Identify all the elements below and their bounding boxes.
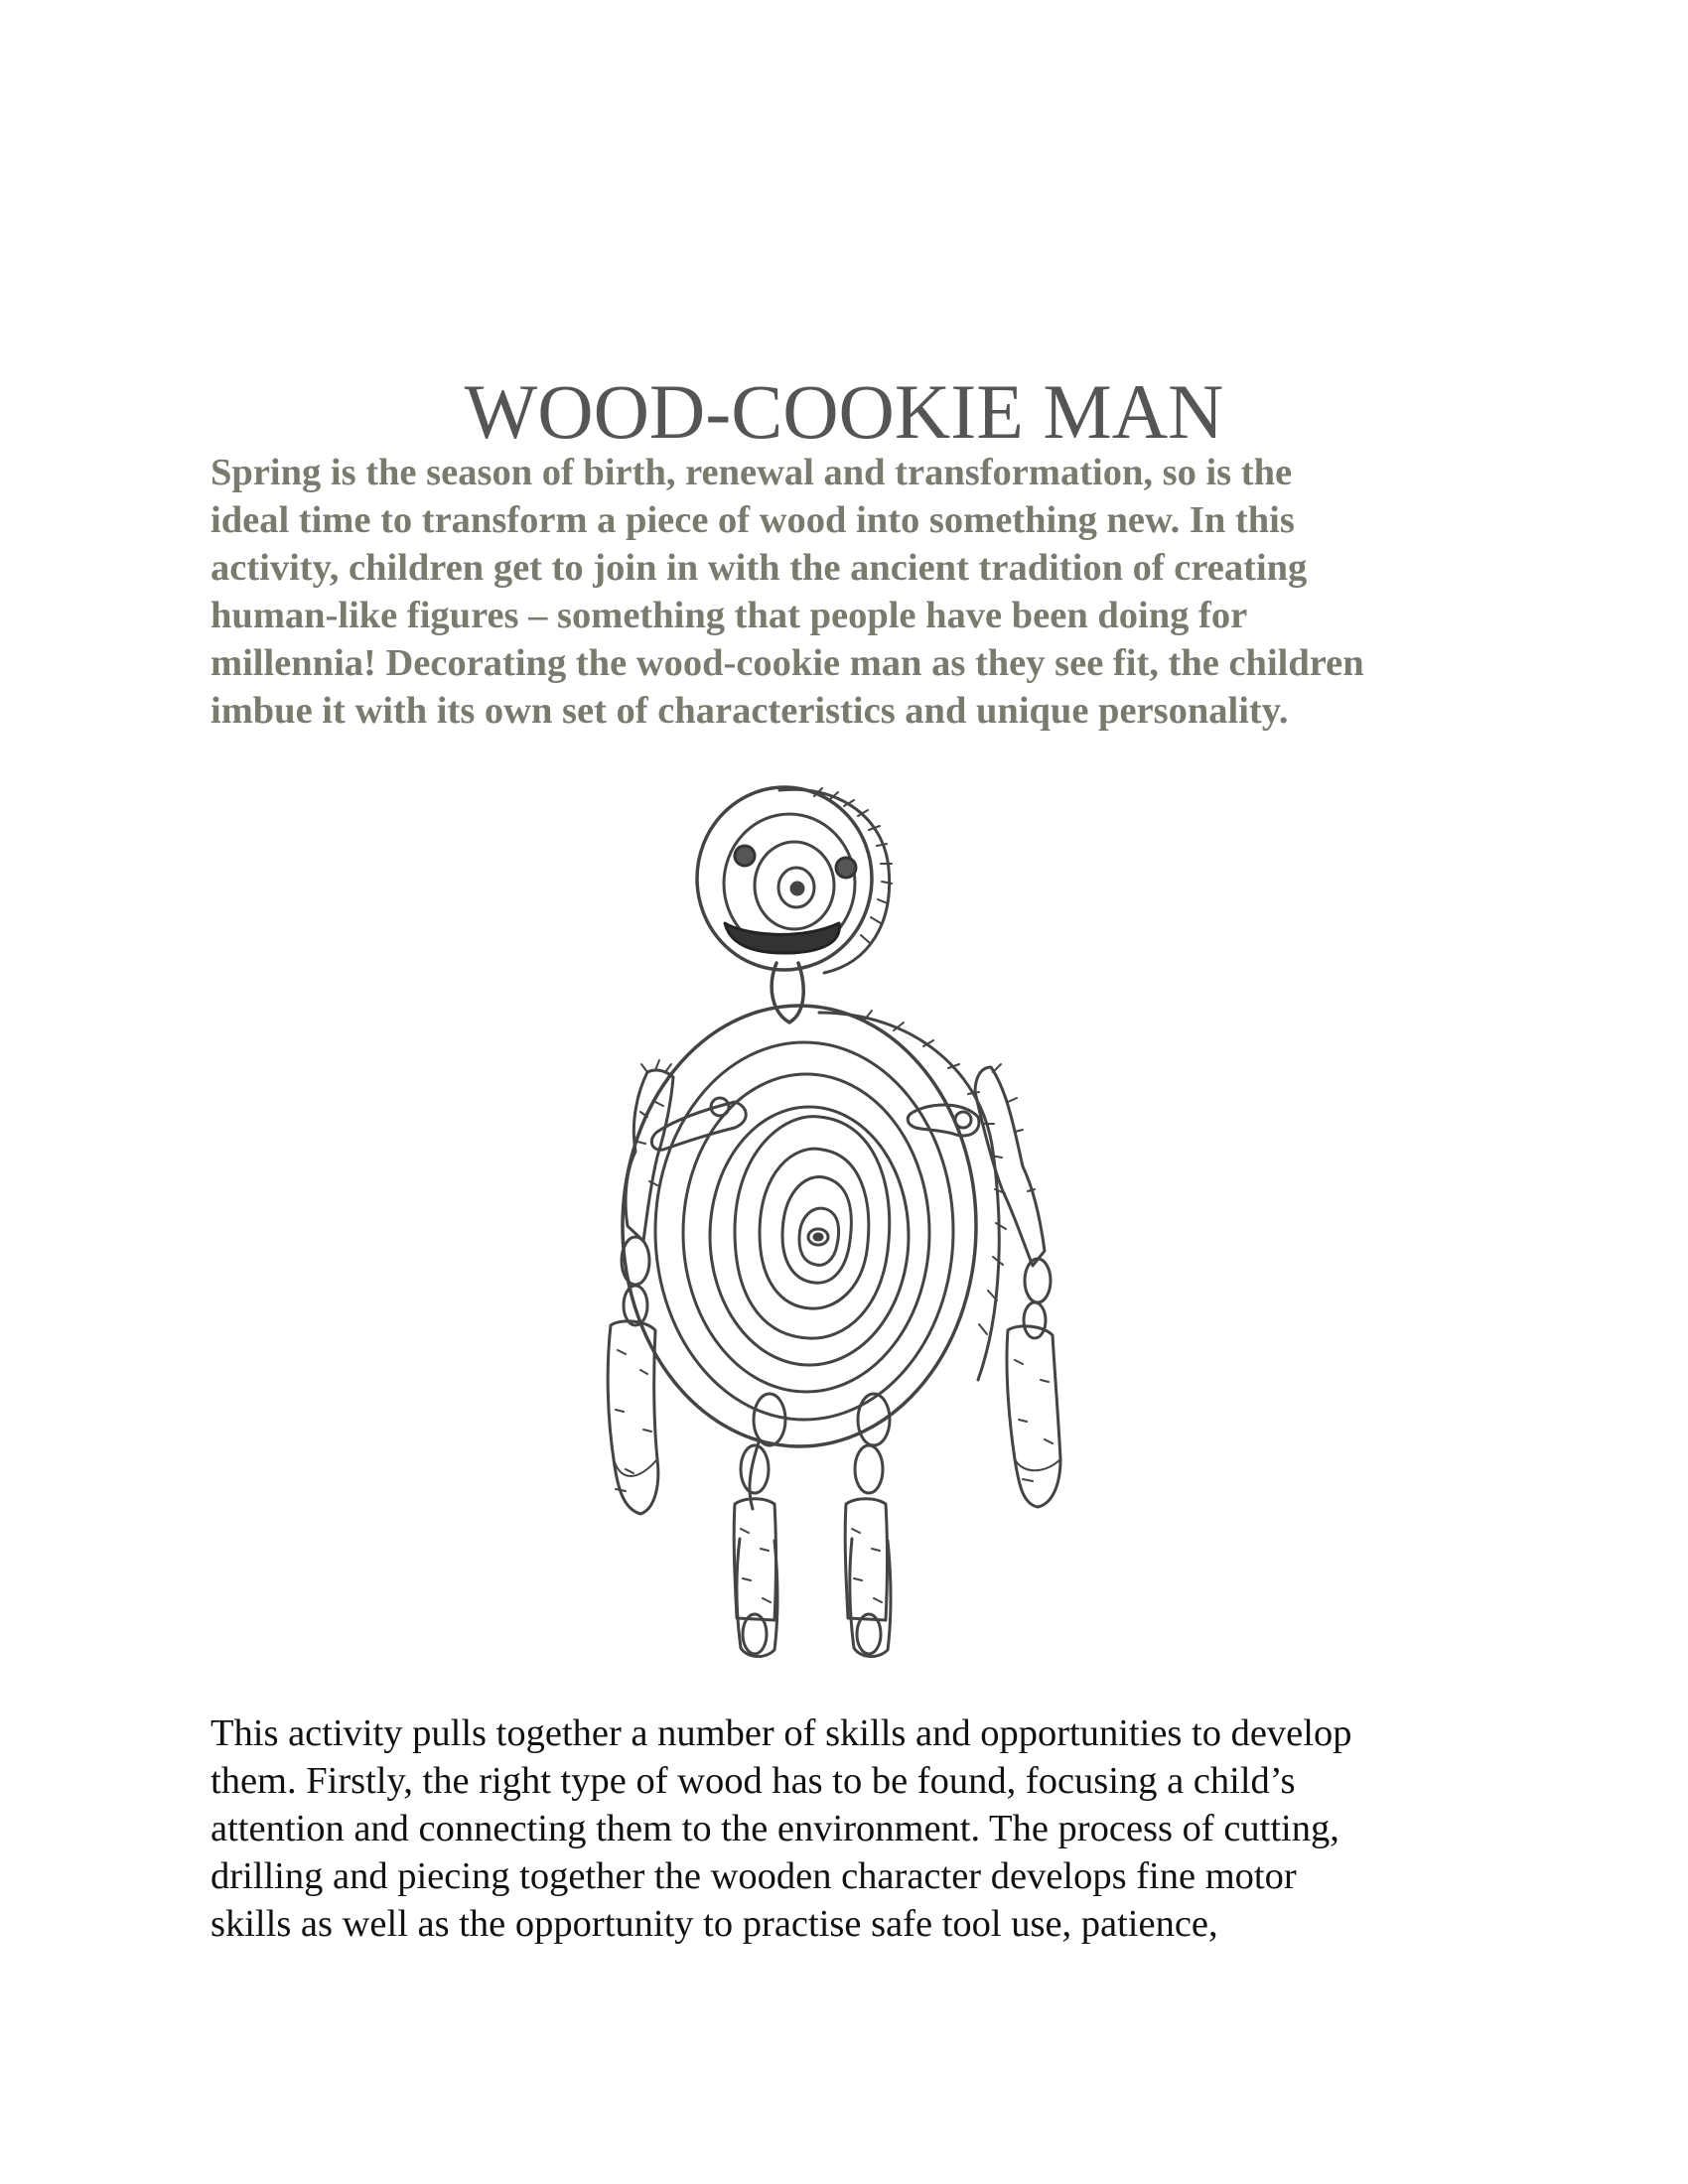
intro-line: ideal time to transform a piece of wood into something new. In this xyxy=(211,499,1295,541)
body-line: them. Firstly, the right type of wood has to be found, focusing a child’s xyxy=(211,1760,1296,1802)
intro-line: human-like figures – something that people have been doing for xyxy=(211,595,1248,636)
left-arm xyxy=(608,1060,746,1514)
right-leg xyxy=(845,1394,891,1657)
intro-line: imbue it with its own set of characteristics and unique personality. xyxy=(211,690,1289,732)
neck-link xyxy=(772,963,803,1023)
head-slice xyxy=(697,787,892,973)
body-paragraph xyxy=(211,1709,1521,1948)
body-line: attention and connecting them to the environment. The process of cutting, xyxy=(211,1808,1339,1849)
body-slice xyxy=(623,1006,1006,1446)
intro-line: activity, children get to join in with the ancient tradition of creating xyxy=(211,547,1308,589)
body-line: drilling and piecing together the wooden character develops fine motor xyxy=(211,1855,1297,1897)
right-arm xyxy=(908,1064,1060,1507)
intro-line: millennia! Decorating the wood-cookie man as they see fit, the children xyxy=(211,642,1364,684)
page-title: WOOD-COOKIE MAN xyxy=(464,368,1224,456)
wood-cookie-man-illustration xyxy=(586,774,1102,1668)
intro-line: Spring is the season of birth, renewal and transformation, so is the xyxy=(211,452,1293,493)
body-line: skills as well as the opportunity to practise safe tool use, patience, xyxy=(211,1903,1218,1945)
intro-paragraph xyxy=(211,449,1501,735)
body-line: This activity pulls together a number of skills and opportunities to develop xyxy=(211,1712,1352,1754)
